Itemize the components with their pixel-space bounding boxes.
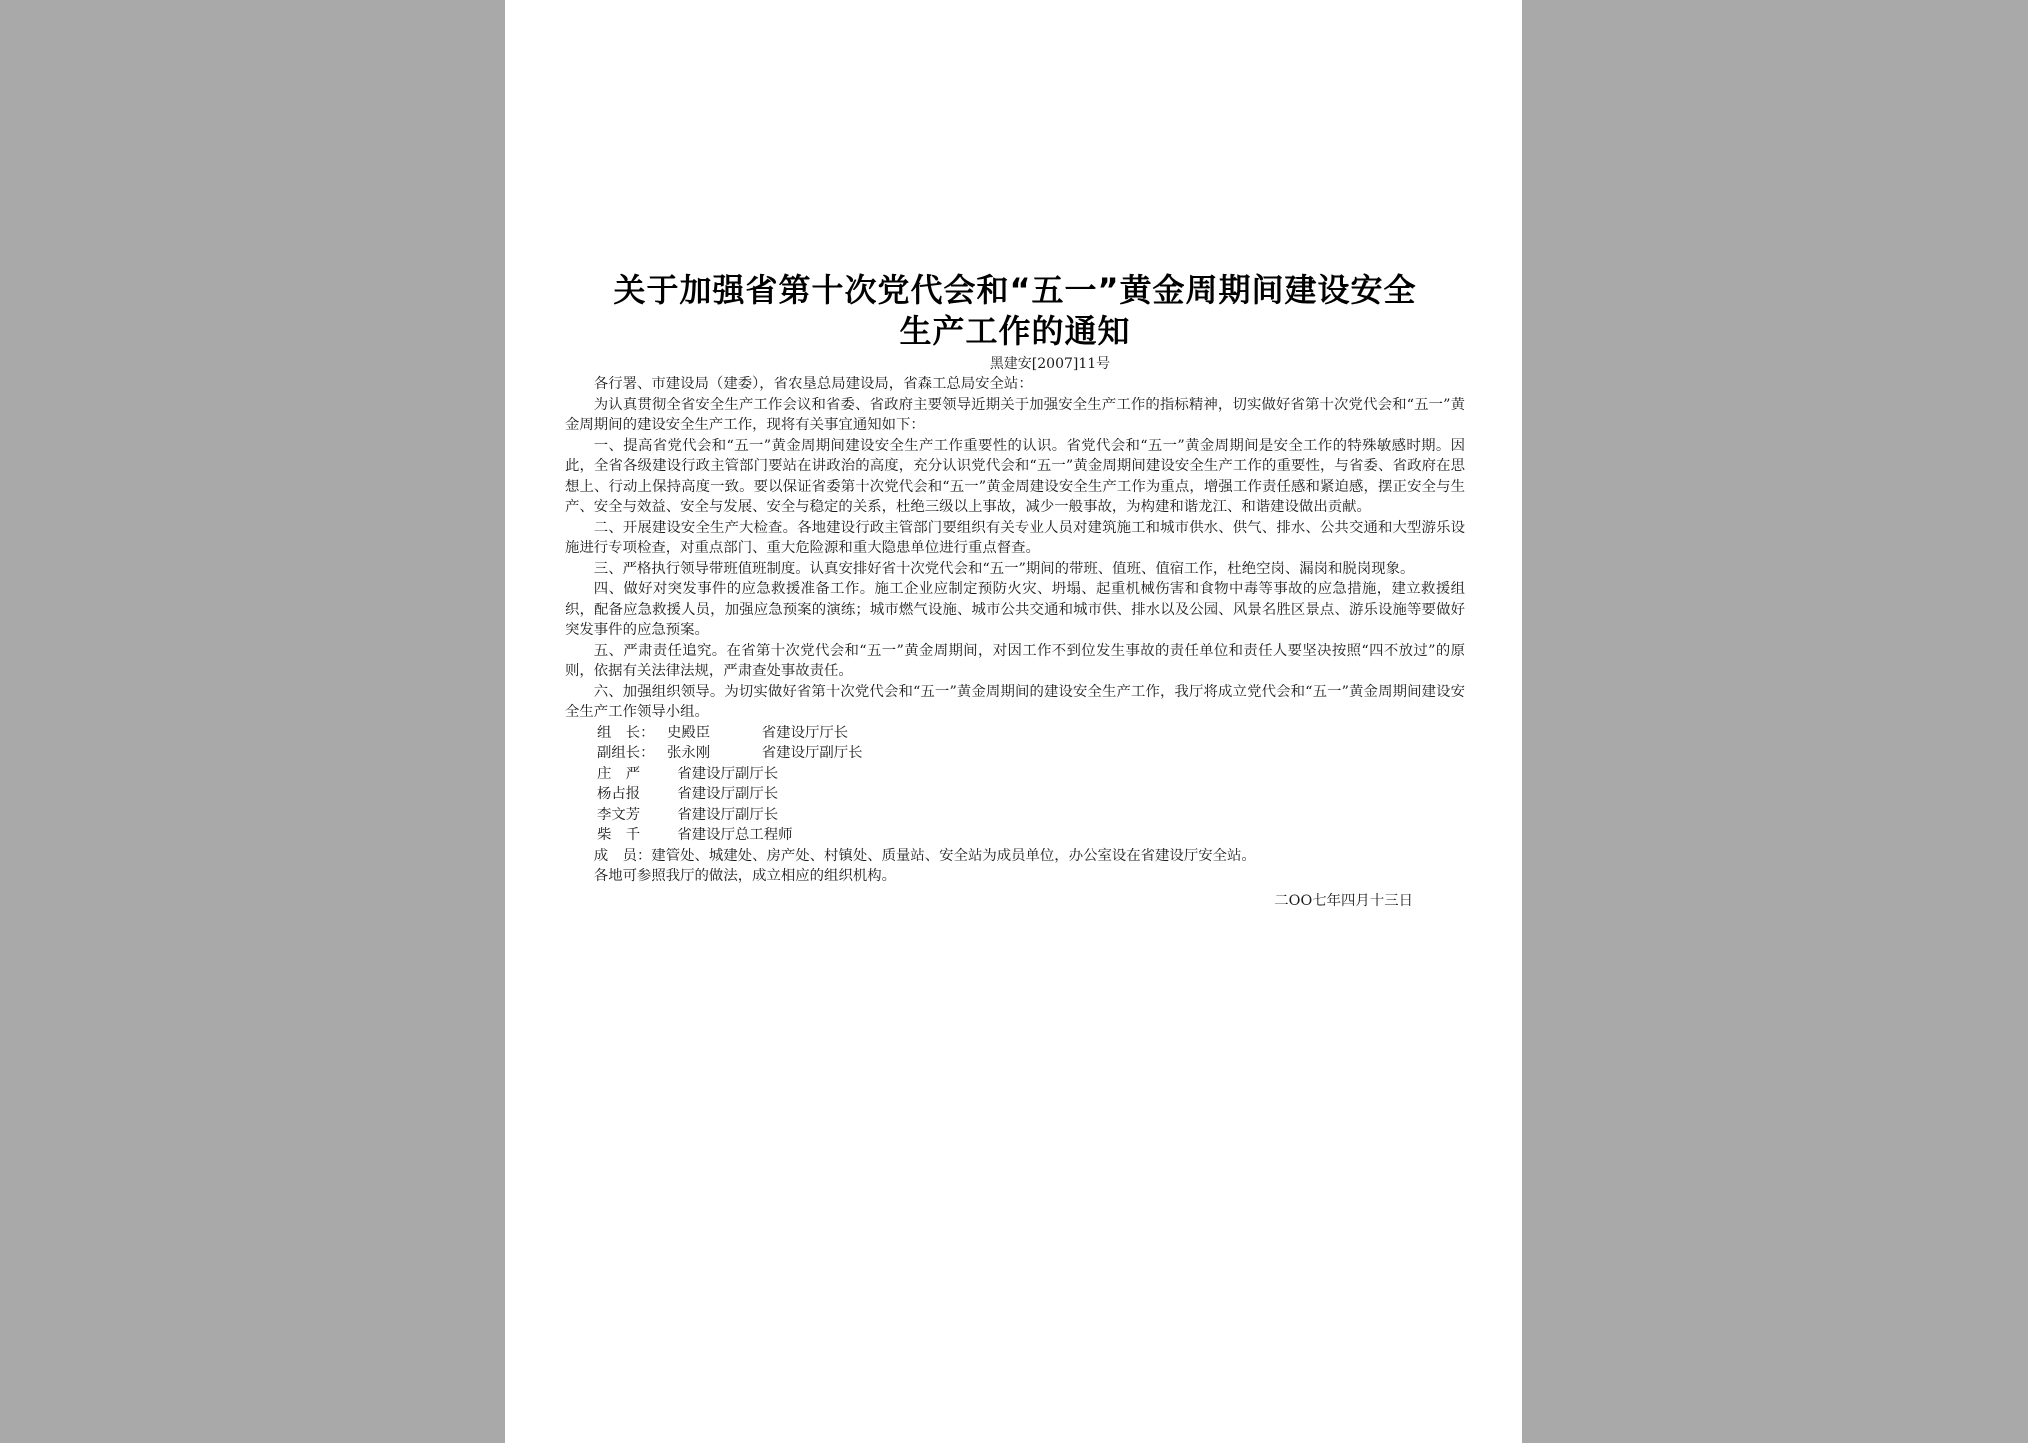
title-line-1: 关于加强省第十次党代会和“五一”黄金周期间建设安全 (613, 271, 1417, 309)
member-role: 副组长： (597, 745, 655, 761)
paragraph: 为认真贯彻全省安全生产工作会议和省委、省政府主要领导近期关于加强安全生产工作的指标精神，切实做好省第十次党代会和“五一”黄金周期间的建设安全生产工作，现将有关事宜通知如下： (565, 396, 1465, 433)
document-number: 黑建安[2007]11号 (989, 356, 1111, 372)
member-name: 杨占报 (597, 786, 641, 802)
member-name: 史殿臣 (667, 724, 711, 741)
document-content (565, 270, 1465, 911)
paragraph: 四、做好对突发事件的应急救援准备工作。施工企业应制定预防火灾、坍塌、起重机械伤害和食物中毒等事故的应急措施，建立救援组织，配备应急救援人员，加强应急预案的演练；城市燃气设施、城市公共交通和城市供、排水以及公园、风景名胜区景点、游乐设施等要做好突发事件的应急预案。 (565, 581, 1465, 638)
list-item (565, 825, 1465, 846)
list-item (565, 743, 1465, 764)
paragraph: 六、加强组织领导。为切实做好省第十次党代会和“五一”黄金周期间的建设安全生产工作，我厅将成立党代会和“五一”黄金周期间建设安全生产工作领导小组。 (565, 683, 1465, 720)
document-title (565, 270, 1465, 352)
list-item (565, 784, 1465, 805)
paragraph: 五、严肃责任追究。在省第十次党代会和“五一”黄金周期间，对因工作不到位发生事故的责任单位和责任人要坚决按照“四不放过”的原则，依据有关法律法规，严肃查处事故责任。 (565, 642, 1465, 679)
document-date: 二OO七年四月十三日 (1274, 892, 1413, 909)
member-position: 省建设厅副厅长 (677, 765, 779, 782)
paragraph: 二、开展建设安全生产大检查。各地建设行政主管部门要组织有关专业人员对建筑施工和城市供水、供气、排水、公共交通和大型游乐设施进行专项检查，对重点部门、重大危险源和重大隐患单位进行重点督查。 (565, 519, 1465, 556)
member-position: 省建设厅副厅长 (677, 786, 779, 802)
member-position: 省建设厅副厅长 (677, 806, 779, 823)
title-line-2: 生产工作的通知 (899, 312, 1131, 350)
member-name: 李文芳 (597, 806, 641, 823)
salutation: 各行署、市建设局（建委），省农垦总局建设局，省森工总局安全站： (593, 376, 1033, 392)
document-page (505, 0, 1522, 1443)
list-item (565, 764, 1465, 785)
list-item (565, 723, 1465, 744)
member-name: 张永刚 (667, 745, 711, 761)
member-position: 省建设厅总工程师 (677, 827, 793, 843)
leadership-group-list (565, 723, 1465, 846)
member-position: 省建设厅副厅长 (761, 745, 863, 761)
list-item (565, 805, 1465, 826)
paragraph: 三、严格执行领导带班值班制度。认真安排好省十次党代会和“五一”期间的带班、值班、值宿工作，杜绝空岗、漏岗和脱岗现象。 (593, 560, 1415, 577)
document-body (565, 374, 1465, 887)
closing-paragraph: 各地可参照我厅的做法，成立相应的组织机构。 (593, 868, 897, 884)
member-name: 庄 严 (597, 765, 641, 782)
member-name: 柴 千 (597, 827, 641, 843)
paragraph: 一、提高省党代会和“五一”黄金周期间建设安全生产工作重要性的认识。省党代会和“五一”黄金周期间是安全工作的特殊敏感时期。因此，全省各级建设行政主管部门要站在讲政治的高度，充分认识党代会和“五一”黄金周期间建设安全生产工作的重要性，与省委、省政府在思想上、行动上保持高度一致。要以保证省委第十次党代会和“五一”黄金周建设安全生产工作为重点，增强工作责任感和紧迫感，摆正安全与生产、安全与效益、安全与发展、安全与稳定的关系，杜绝三级以上事故，减少一般事故，为构建和谐龙江、和谐建设做出贡献。 (565, 437, 1465, 515)
member-position: 省建设厅厅长 (761, 724, 849, 741)
member-role: 组 长： (597, 724, 655, 741)
members-units: 成 员：建管处、城建处、房产处、村镇处、质量站、安全站为成员单位，办公室设在省建设厅安全站。 (593, 847, 1256, 864)
